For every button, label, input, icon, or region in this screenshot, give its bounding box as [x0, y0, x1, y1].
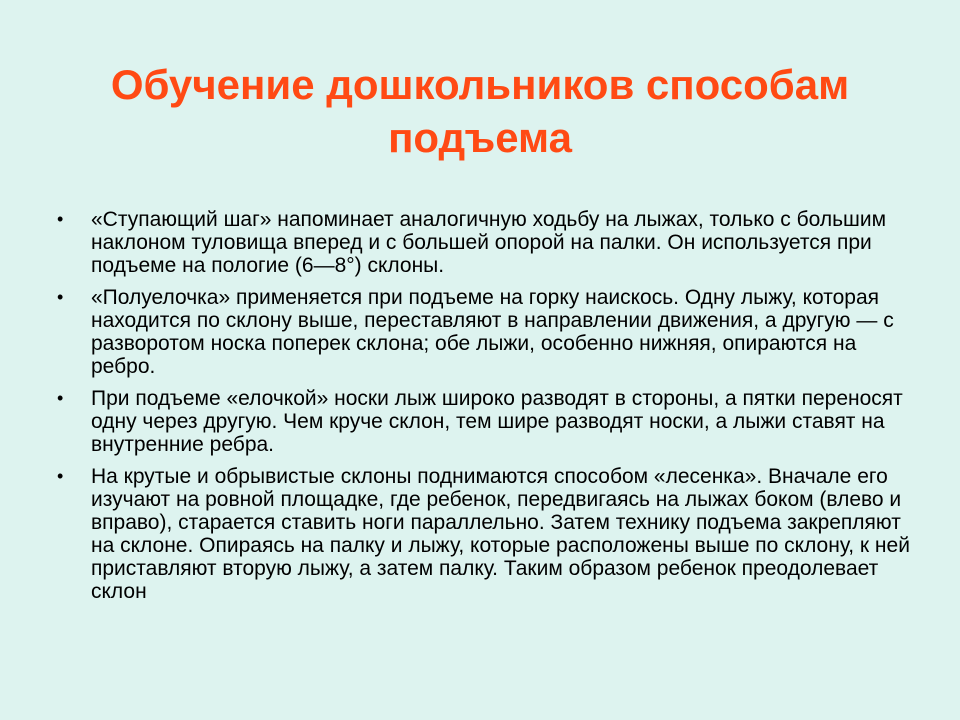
bullet-list — [52, 208, 912, 612]
bullet-text: «Полуелочка» применяется при подъеме на горку наискось. Одну лыжу, которая находится по склону выше, переставляют в направлении движения, а другую — с разворотом носка поперек склона; обе лыжи, особенно нижняя, опираются на ребро. — [91, 286, 894, 378]
bullet-item — [52, 465, 912, 603]
bullet-icon: • — [57, 466, 64, 486]
bullet-item — [52, 286, 912, 378]
slide-title: Обучение дошкольников способам подъема — [110, 61, 850, 161]
bullet-text: «Ступающий шаг» напоминает аналогичную ходьбу на лыжах, только с большим наклоном туловища вперед и с большей опорой на палки. Он используется при подъеме на пологие (6—8°) склоны. — [91, 208, 887, 277]
bullet-icon: • — [57, 388, 64, 408]
bullet-icon: • — [57, 209, 64, 229]
bullet-item — [52, 387, 912, 456]
bullet-item — [52, 208, 912, 277]
bullet-text: При подъеме «елочкой» носки лыж широко разводят в стороны, а пятки переносят одну через другую. Чем круче склон, тем шире разводят носки, а лыжи ставят на внутренние ребра. — [91, 387, 903, 456]
bullet-text: На крутые и обрывистые склоны поднимаются способом «лесенка». Вначале его изучают на ровной площадке, где ребенок, передвигаясь на лыжах боком (влево и вправо), старается ставить ноги параллельно. Затем технику подъема закрепляют на склоне. Опираясь на палку и лыжу, которые расположены выше по склону, к ней приставляют вторую лыжу, а затем палку. Таким образом ребенок преодолевает склон — [91, 465, 910, 603]
bullet-icon: • — [57, 287, 64, 307]
